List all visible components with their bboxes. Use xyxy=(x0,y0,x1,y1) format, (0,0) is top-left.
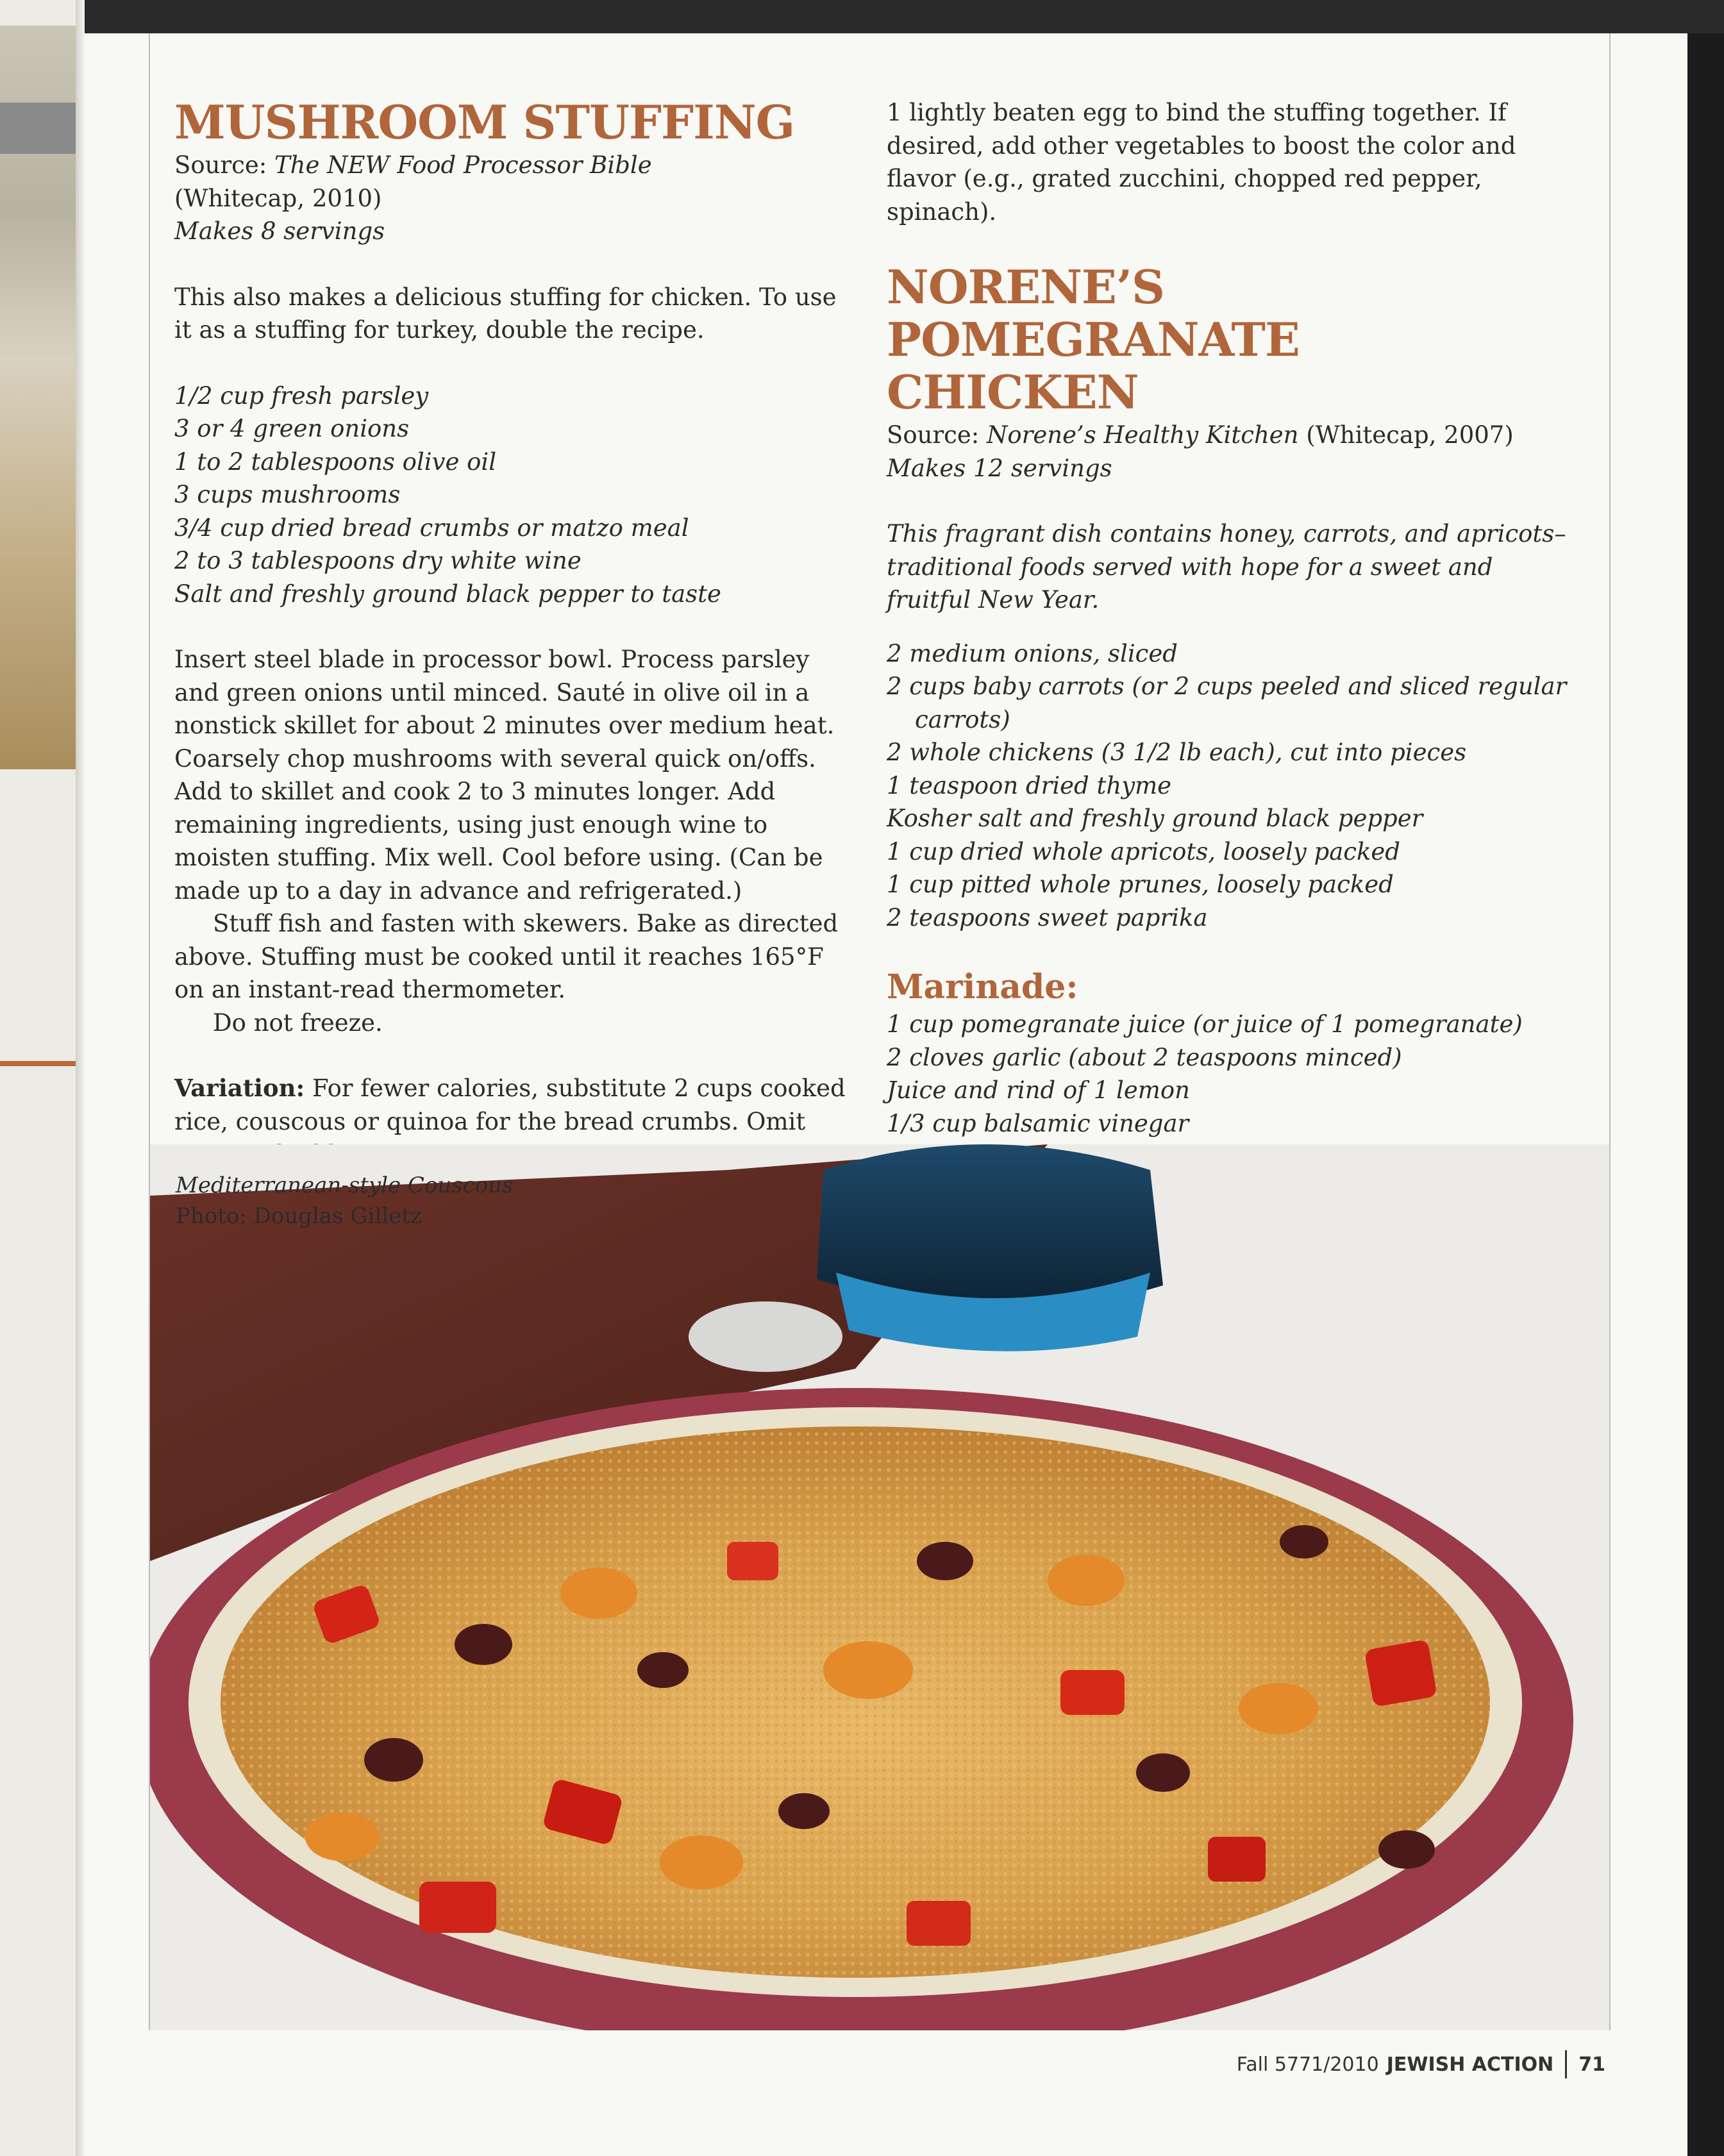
mushroom-directions: Insert steel blade in processor bowl. Process parsley and green onions until minced. Sauté in olive oil in a nonstick skillet for about 2 minutes over medium heat. Coarsely chop mushrooms with several quick on/offs. Add to skillet and cook 2 to 3 minutes longer. Add remaining ingredients, using just enough wine to moisten stuffing. Mix well. Cool before using. (Can be made up to a day in advance and refrigerated.) xyxy=(174,646,835,905)
source-label: Source: xyxy=(887,421,987,449)
page-number: 71 xyxy=(1578,2053,1605,2076)
source-book: Norene’s Healthy Kitchen xyxy=(987,421,1299,449)
ingredient: 1 to 2 tablespoons olive oil xyxy=(174,447,497,476)
variation-continued: 1 lightly beaten egg to bind the stuffing together. If desired, add other vegetables to boost the color and flavor (e.g., grated zucchini, chopped red pepper, spinach). xyxy=(887,99,1516,226)
ingredient: Kosher salt and freshly ground black pepper xyxy=(887,805,1423,832)
page-right-edge xyxy=(1687,33,1724,2156)
ingredient: 2 medium onions, sliced xyxy=(887,639,1178,667)
pomegranate-chicken-title-line2: CHICKEN xyxy=(887,365,1139,419)
chicken-source xyxy=(887,419,1569,452)
right-column xyxy=(887,96,1569,1206)
couscous-illustration xyxy=(150,1144,1609,2030)
ingredient: 1 teaspoon dried thyme xyxy=(887,771,1172,799)
mushroom-ingredients xyxy=(174,380,857,611)
photo-caption xyxy=(176,1170,514,1232)
source-publisher: (Whitecap, 2007) xyxy=(1298,421,1514,449)
ingredient: 1 cup pomegranate juice (or juice of 1 pomegranate) xyxy=(887,1010,1523,1038)
left-column xyxy=(174,96,857,1171)
previous-page-rule xyxy=(0,1061,77,1066)
pomegranate-chicken-title-line1: NORENE’S POMEGRANATE xyxy=(887,260,1300,367)
chicken-ingredients xyxy=(887,637,1569,935)
ingredient: 3 cups mushrooms xyxy=(174,481,401,508)
magazine-name: JEWISH ACTION xyxy=(1386,2053,1554,2076)
mushroom-directions-freeze: Do not freeze. xyxy=(213,1008,383,1037)
previous-page-edge xyxy=(0,0,83,2156)
ingredient: 1 cup dried whole apricots, loosely packed xyxy=(887,837,1400,865)
variation-label: Variation: xyxy=(174,1074,305,1102)
page-footer xyxy=(1237,2050,1605,2078)
couscous-photo xyxy=(150,1144,1609,2030)
ingredient: 2 whole chickens (3 1/2 lb each), cut into pieces xyxy=(887,739,1467,766)
chicken-intro: This fragrant dish contains honey, carrots, and apricots–traditional foods served with hope for a sweet and fruitful New Year. xyxy=(887,520,1566,614)
mushroom-intro: This also makes a delicious stuffing for chicken. To use it as a stuffing for turkey, double the recipe. xyxy=(174,283,837,344)
issue-date: Fall 5771/2010 xyxy=(1236,2053,1379,2076)
ingredient: Juice and rind of 1 lemon xyxy=(887,1076,1190,1104)
ingredient: 3/4 cup dried bread crumbs or matzo meal xyxy=(174,514,689,542)
ingredient: 2 to 3 tablespoons dry white wine xyxy=(174,547,582,574)
ingredient: Salt and freshly ground black pepper to taste xyxy=(174,580,721,608)
ingredient: 2 cups baby carrots (or 2 cups peeled and sliced regular carrots) xyxy=(887,673,1567,733)
chicken-servings: Makes 12 servings xyxy=(887,454,1112,482)
source-label: Source: xyxy=(174,151,274,179)
variation-text: For fewer calories, substitute 2 cups cooked rice, couscous or quinoa for the bread crumbs. Omit xyxy=(174,1074,846,1135)
source-book: The NEW Food Processor Bible xyxy=(274,151,652,179)
previous-page-bar xyxy=(0,103,77,154)
footer-divider xyxy=(1565,2050,1567,2078)
page-gutter-shadow xyxy=(76,0,85,2156)
ingredient: 1 cup pitted whole prunes, loosely packed xyxy=(887,871,1394,898)
ingredient: 3 or 4 green onions xyxy=(174,415,410,442)
mushroom-source-publisher: (Whitecap, 2010) xyxy=(174,184,382,212)
ingredient: 1/3 cup balsamic vinegar xyxy=(887,1109,1189,1137)
mushroom-source xyxy=(174,149,857,182)
caption-credit: Photo: Douglas Gilletz xyxy=(176,1203,422,1229)
mushroom-stuffing-title: MUSHROOM STUFFING xyxy=(174,95,795,149)
ingredient: 2 teaspoons sweet paprika xyxy=(887,903,1208,932)
ingredient: 1/2 cup fresh parsley xyxy=(174,381,429,410)
ingredient: 2 cloves garlic (about 2 teaspoons minced) xyxy=(887,1043,1402,1071)
marinade-title: Marinade: xyxy=(887,967,1078,1007)
spoon xyxy=(689,1301,842,1372)
mushroom-directions-stuff: Stuff fish and fasten with skewers. Bake as directed above. Stuffing must be cooked until it reaches 165°F on an instant-read thermometer. xyxy=(174,910,839,1003)
caption-title: Mediterranean-style Couscous xyxy=(176,1173,514,1198)
mushroom-servings: Makes 8 servings xyxy=(174,217,385,245)
